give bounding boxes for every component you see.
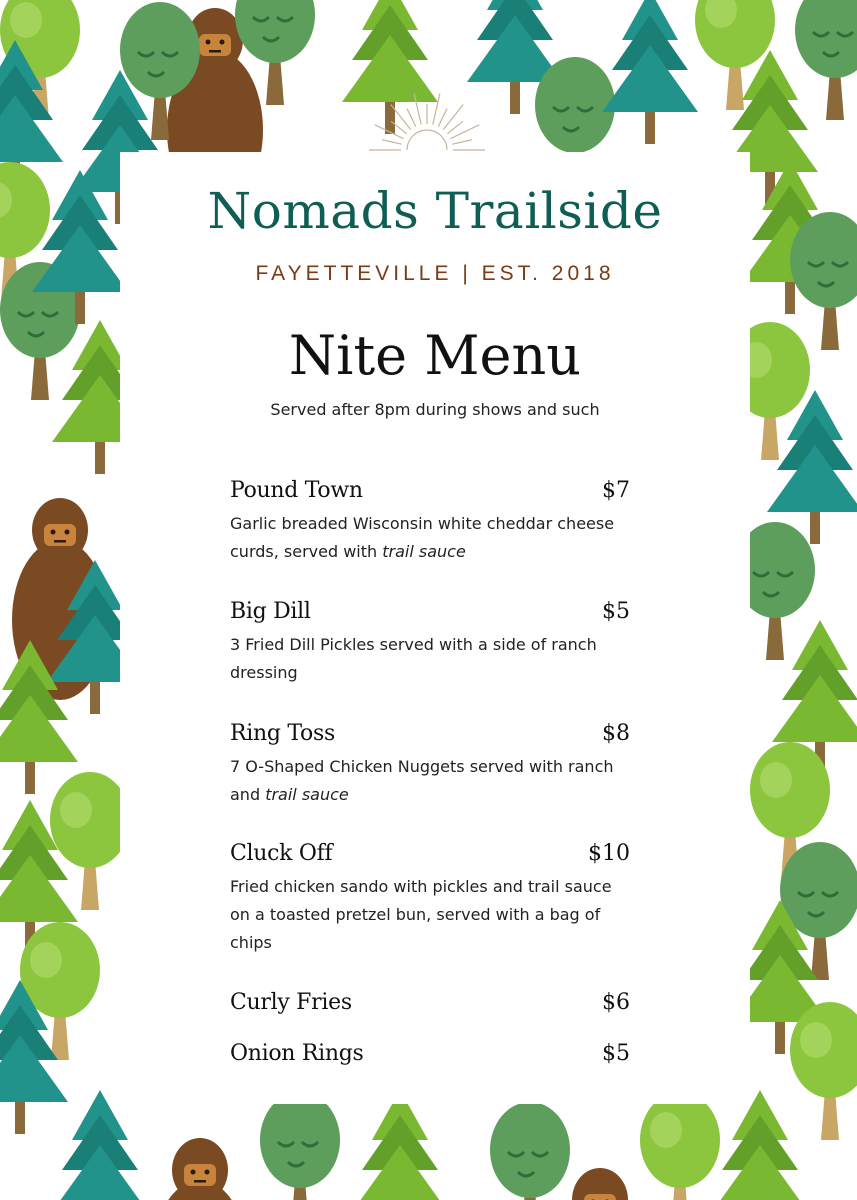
sunburst-ray: [382, 140, 401, 144]
item-name: Curly Fries: [230, 990, 352, 1015]
bigfoot-icon: [152, 1138, 248, 1200]
item-price: $8: [602, 721, 630, 746]
item-name: Cluck Off: [230, 841, 333, 866]
item-price: $6: [602, 990, 630, 1015]
sunburst-ray: [452, 140, 471, 144]
item-name: Ring Toss: [230, 721, 335, 746]
served-note: Served after 8pm during shows and such: [270, 400, 600, 419]
menu-item: [230, 478, 630, 566]
pine-tree-icon: [352, 1090, 448, 1200]
sunburst-ray: [414, 93, 421, 124]
sunburst-icon: [365, 86, 489, 152]
menu-item: [230, 721, 630, 809]
round-tree-icon: [790, 1002, 857, 1140]
pine-tree-icon: [712, 1090, 808, 1200]
sunburst-ray: [450, 125, 479, 139]
item-description: Garlic breaded Wisconsin white cheddar cheese curds, served with trail sauce: [230, 514, 615, 561]
item-description: 3 Fried Dill Pickles served with a side of ranch dressing: [230, 635, 597, 682]
menu-title: Nite Menu: [288, 324, 582, 387]
location-line: FAYETTEVILLE | EST. 2018: [255, 262, 615, 285]
round-tree-icon: [50, 772, 130, 910]
item-price: $7: [602, 478, 630, 503]
bigfoot-icon: [552, 1168, 648, 1200]
restaurant-name: Nomads Trailside: [207, 182, 663, 240]
item-price: $5: [602, 1041, 630, 1066]
menu-item: [230, 1041, 630, 1071]
sunburst-ray: [391, 121, 407, 133]
item-description: Fried chicken sando with pickles and trail sauce on a toasted pretzel bun, served with a bag of chips: [230, 877, 612, 952]
menu-item: [230, 990, 630, 1020]
menu-card: [120, 152, 750, 1104]
pine-tree-icon: [602, 0, 698, 144]
pine-tree-icon: [52, 1090, 148, 1200]
menu-item: [230, 599, 630, 687]
item-name: Onion Rings: [230, 1041, 364, 1066]
item-name: Big Dill: [230, 599, 311, 624]
round-tree-icon: [260, 1092, 340, 1200]
sunburst-ray: [433, 93, 440, 124]
item-price: $5: [602, 599, 630, 624]
sunburst-ray: [375, 125, 404, 139]
round-tree-icon: [640, 1092, 720, 1200]
round-tree-icon: [795, 0, 857, 120]
sunburst-ray: [438, 109, 447, 127]
round-tree-icon: [790, 212, 857, 350]
menu-item: [230, 841, 630, 957]
sunburst-ray: [407, 109, 416, 127]
round-tree-icon: [490, 1102, 570, 1200]
item-name: Pound Town: [230, 478, 363, 503]
sunburst-ray: [443, 105, 463, 130]
item-description: 7 O-Shaped Chicken Nuggets served with ranch and trail sauce: [230, 757, 614, 804]
sunburst-ray: [391, 105, 411, 130]
sunburst-ray: [447, 121, 463, 133]
item-price: $10: [588, 841, 630, 866]
